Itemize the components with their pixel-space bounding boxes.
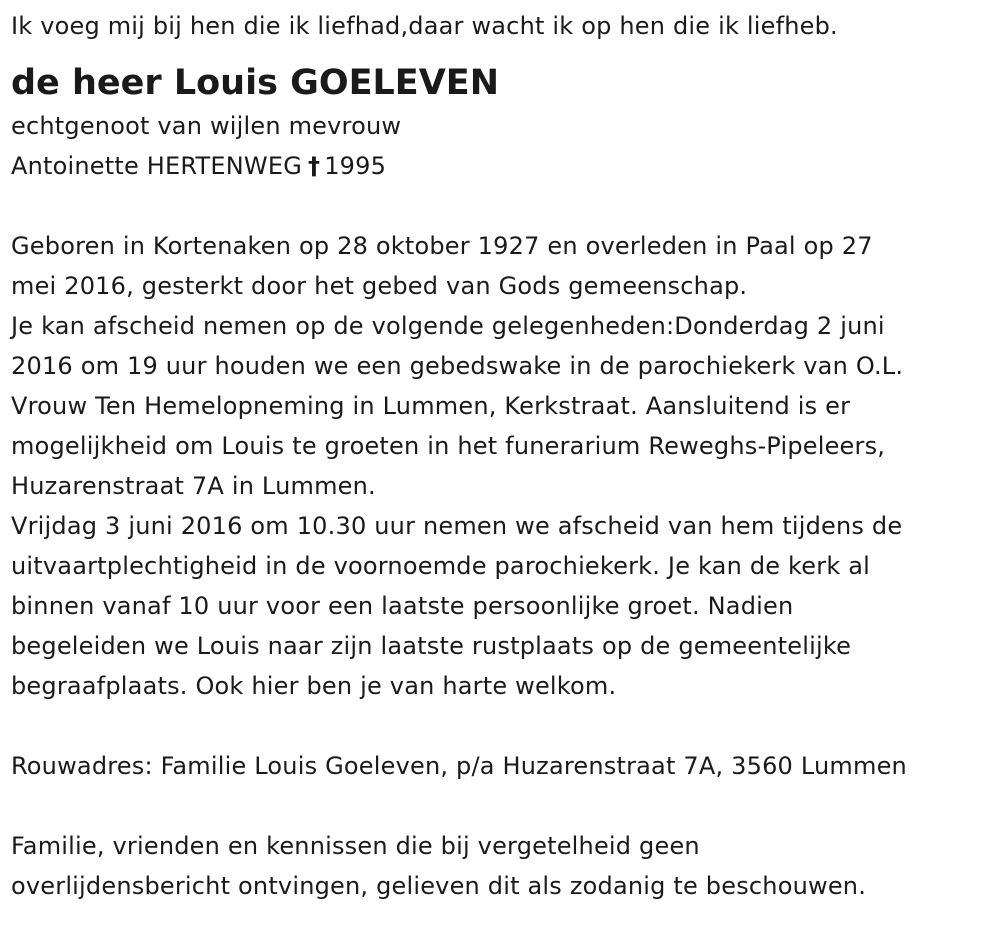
spacer bbox=[11, 706, 991, 746]
closing-text bbox=[11, 826, 991, 906]
body-line: Geboren in Kortenaken op 28 oktober 1927 en overleden in Paal op 27 bbox=[11, 232, 873, 260]
body-line: Huzarenstraat 7A in Lummen. bbox=[11, 472, 376, 500]
spouse-death-year: 1995 bbox=[324, 152, 387, 180]
cross-icon: † bbox=[308, 152, 321, 180]
spacer bbox=[11, 786, 991, 826]
body-line: mei 2016, gesterkt door het gebed van Gods gemeenschap. bbox=[11, 272, 748, 300]
body-line: mogelijkheid om Louis te groeten in het funerarium Reweghs-Pipeleers, bbox=[11, 432, 886, 460]
deceased-name: de heer Louis GOELEVEN bbox=[11, 63, 499, 103]
spouse-name: Antoinette HERTENWEG bbox=[11, 152, 302, 180]
body-line: 2016 om 19 uur houden we een gebedswake in de parochiekerk van O.L. bbox=[11, 352, 904, 380]
obituary-document bbox=[11, 0, 991, 906]
body-line: Je kan afscheid nemen op de volgende gelegenheden:Donderdag 2 juni bbox=[11, 312, 885, 340]
body-line: uitvaartplechtigheid in de voornoemde parochiekerk. Je kan de kerk al bbox=[11, 552, 871, 580]
spacer bbox=[11, 186, 991, 226]
body-line: Vrijdag 3 juni 2016 om 10.30 uur nemen we afscheid van hem tijdens de bbox=[11, 512, 903, 540]
body-line: begeleiden we Louis naar zijn laatste rustplaats op de gemeentelijke bbox=[11, 632, 852, 660]
spouse-name-line bbox=[11, 146, 991, 186]
closing-line: Familie, vrienden en kennissen die bij vergetelheid geen bbox=[11, 832, 700, 860]
opening-quote: Ik voeg mij bij hen die ik liefhad,daar wacht ik op hen die ik liefheb. bbox=[11, 12, 838, 40]
body-line: binnen vanaf 10 uur voor een laatste persoonlijke groet. Nadien bbox=[11, 592, 794, 620]
body-text bbox=[11, 226, 991, 706]
closing-line: overlijdensbericht ontvingen, gelieven dit als zodanig te beschouwen. bbox=[11, 872, 867, 900]
body-line: begraafplaats. Ook hier ben je van harte welkom. bbox=[11, 672, 617, 700]
mourning-address: Rouwadres: Familie Louis Goeleven, p/a Huzarenstraat 7A, 3560 Lummen bbox=[11, 752, 907, 780]
body-line: Vrouw Ten Hemelopneming in Lummen, Kerkstraat. Aansluitend is er bbox=[11, 392, 851, 420]
spouse-line: echtgenoot van wijlen mevrouw bbox=[11, 112, 402, 140]
